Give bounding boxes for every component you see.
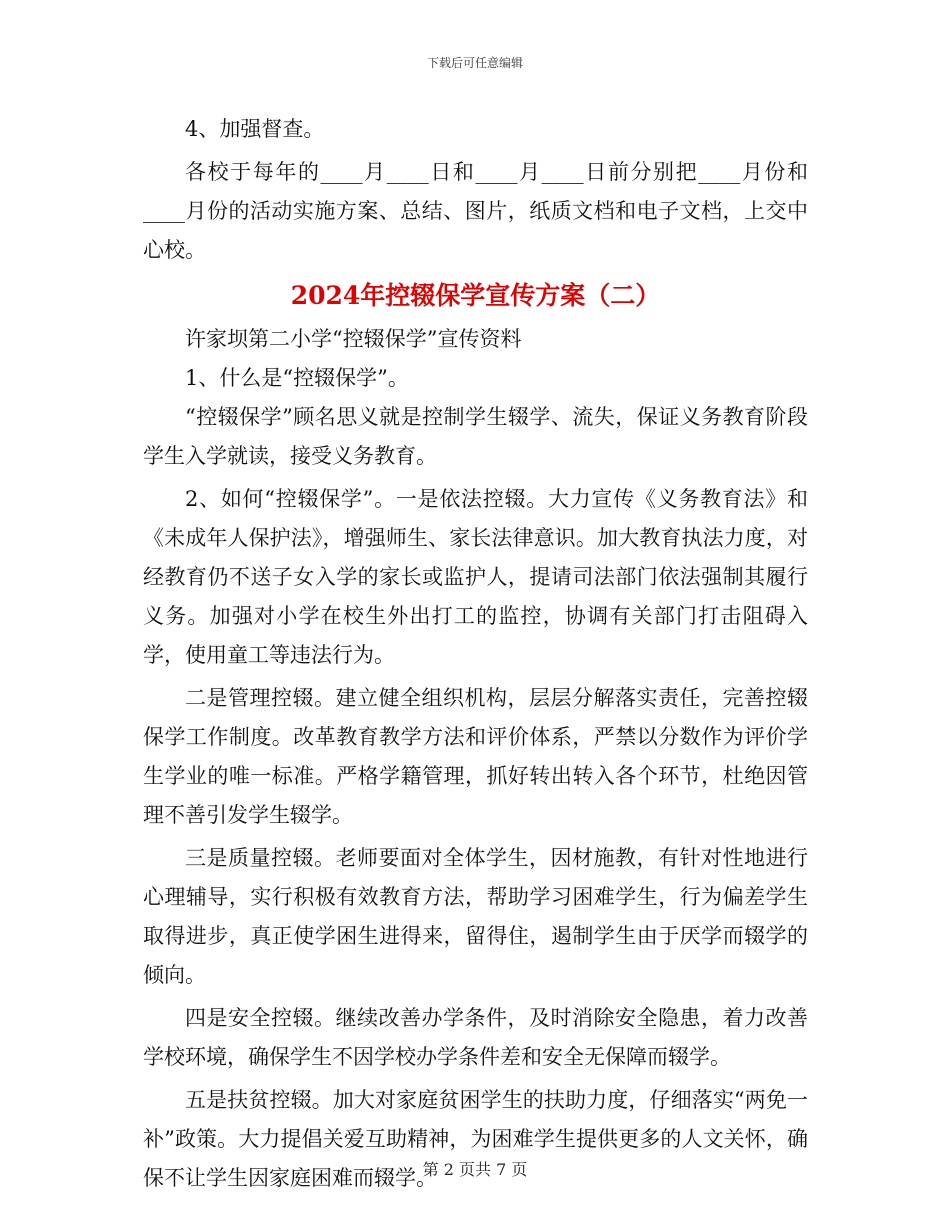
paragraph-question-1: 1、什么是“控辍保学”。 [185,366,409,390]
document-body [143,110,808,1202]
paragraph-safety-control: 四是安全控辍。继续改善办学条件，及时消除安全隐患，着力改善学校环境，确保学生不因学校办学条件差和安全无保障而辍学。 [143,1006,808,1069]
paragraph-quality-control: 三是质量控辍。老师要面对全体学生，因材施教，有针对性地进行心理辅导，实行积极有效教育方法，帮助学习困难学生，行为偏差学生取得进步，真正使学困生进得来，留得住，遏制学生由于厌学而辍学的倾向。 [143,846,808,987]
paragraph-submission-schedule: 各校于每年的____月____日和____月____日前分别把____月份和____月份的活动实施方案、总结、图片，纸质文档和电子文档，上交中心校。 [143,160,808,262]
paragraph-supervision-heading: 4、加强督查。 [185,117,325,141]
paragraph-legal-control: 2、如何“控辍保学”。一是依法控辍。大力宣传《义务教育法》和《未成年人保护法》，增强师生、家长法律意识。加大教育执法力度，对经教育仍不送子女入学的家长或监护人，提请司法部门依法强制其履行义务。加强对小学在校生外出打工的监控，协调有关部门打击阻碍入学，使用童工等违法行为。 [143,487,808,667]
page-footer: 第 2 页共 7 页 [422,1160,528,1179]
paragraph-poverty-control: 五是扶贫控辍。加大对家庭贫困学生的扶助力度，仔细落实“两免一补”政策。大力提倡关爱互助精神，为困难学生提供更多的人文关怀，确保不让学生因家庭困难而辍学。 [143,1088,808,1190]
paragraph-subtitle: 许家坝第二小学“控辍保学”宣传资料 [185,327,522,351]
page-header: 下载后可任意编辑 [426,56,523,70]
paragraph-definition: “控辍保学”顾名思义就是控制学生辍学、流失，保证义务教育阶段学生入学就读，接受义务教育。 [143,405,808,468]
paragraph-management-control: 二是管理控辍。建立健全组织机构，层层分解落实责任，完善控辍保学工作制度。改革教育教学方法和评价体系，严禁以分数作为评价学生学业的唯一标准。严格学籍管理，抓好转出转入各个环节，杜绝因管理不善引发学生辍学。 [143,686,808,827]
document-title: 2024年控辍保学宣传方案（二） [290,281,661,310]
